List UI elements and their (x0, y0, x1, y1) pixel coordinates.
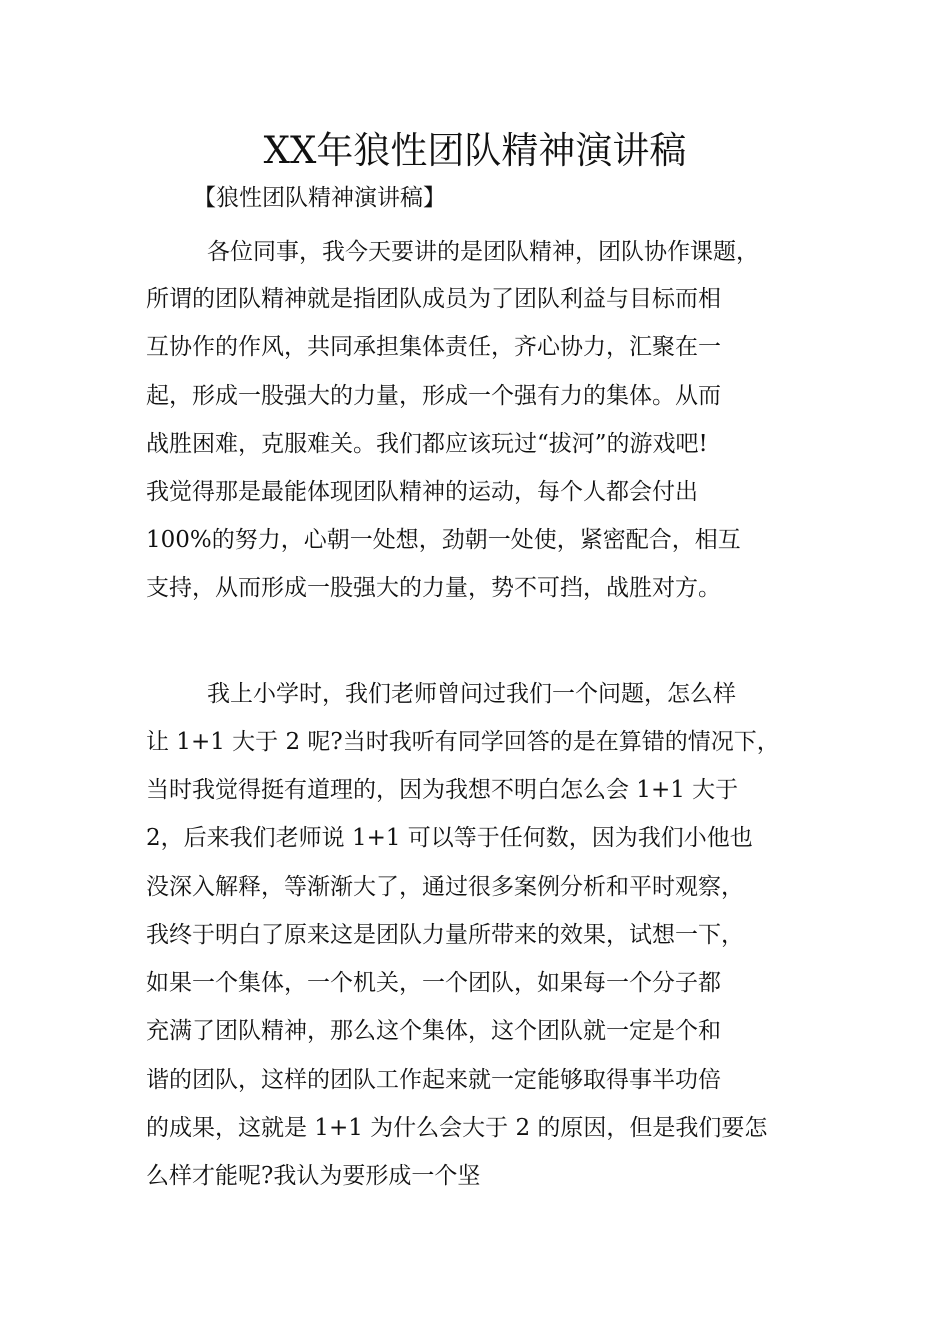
paragraph-line: 没深入解释，等渐渐大了，通过很多案例分析和平时观察， (146, 874, 744, 900)
paragraph-line: 起，形成一股强大的力量，形成一个强有力的集体。从而 (146, 383, 721, 409)
document-subtitle: 【狼性团队精神演讲稿】 (193, 185, 446, 211)
paragraph-line: 我觉得那是最能体现团队精神的运动，每个人都会付出 (146, 479, 698, 505)
paragraph-line: 当时我觉得挺有道理的，因为我想不明白怎么会 1+1 大于 (146, 777, 739, 803)
paragraph-line: 各位同事，我今天要讲的是团队精神，团队协作课题， (207, 239, 759, 265)
paragraph-line: 所谓的团队精神就是指团队成员为了团队利益与目标而相 (146, 286, 721, 312)
paragraph-line: 2，后来我们老师说 1+1 可以等于任何数，因为我们小他也 (146, 825, 753, 851)
paragraph-line: 么样才能呢?我认为要形成一个坚 (146, 1163, 481, 1189)
paragraph-line: 让 1+1 大于 2 呢?当时我听有同学回答的是在算错的情况下， (146, 729, 780, 755)
paragraph-line: 100%的努力，心朝一处想，劲朝一处使，紧密配合，相互 (146, 527, 741, 553)
paragraph-line: 充满了团队精神，那么这个集体，这个团队就一定是个和 (146, 1018, 721, 1044)
paragraph-line: 互协作的作风，共同承担集体责任，齐心协力，汇聚在一 (146, 334, 721, 360)
document-title: XX年狼性团队精神演讲稿 (263, 129, 687, 172)
paragraph-line: 如果一个集体，一个机关，一个团队，如果每一个分子都 (146, 970, 721, 996)
paragraph-line: 谐的团队，这样的团队工作起来就一定能够取得事半功倍 (146, 1067, 721, 1093)
paragraph-line: 支持，从而形成一股强大的力量，势不可挡，战胜对方。 (146, 575, 721, 601)
paragraph-line: 的成果，这就是 1+1 为什么会大于 2 的原因，但是我们要怎 (146, 1115, 768, 1141)
paragraph-line: 我上小学时，我们老师曾问过我们一个问题，怎么样 (207, 681, 736, 707)
paragraph-line: 战胜困难，克服难关。我们都应该玩过“拔河”的游戏吧! (146, 431, 708, 457)
paragraph-line: 我终于明白了原来这是团队力量所带来的效果，试想一下， (146, 922, 744, 948)
